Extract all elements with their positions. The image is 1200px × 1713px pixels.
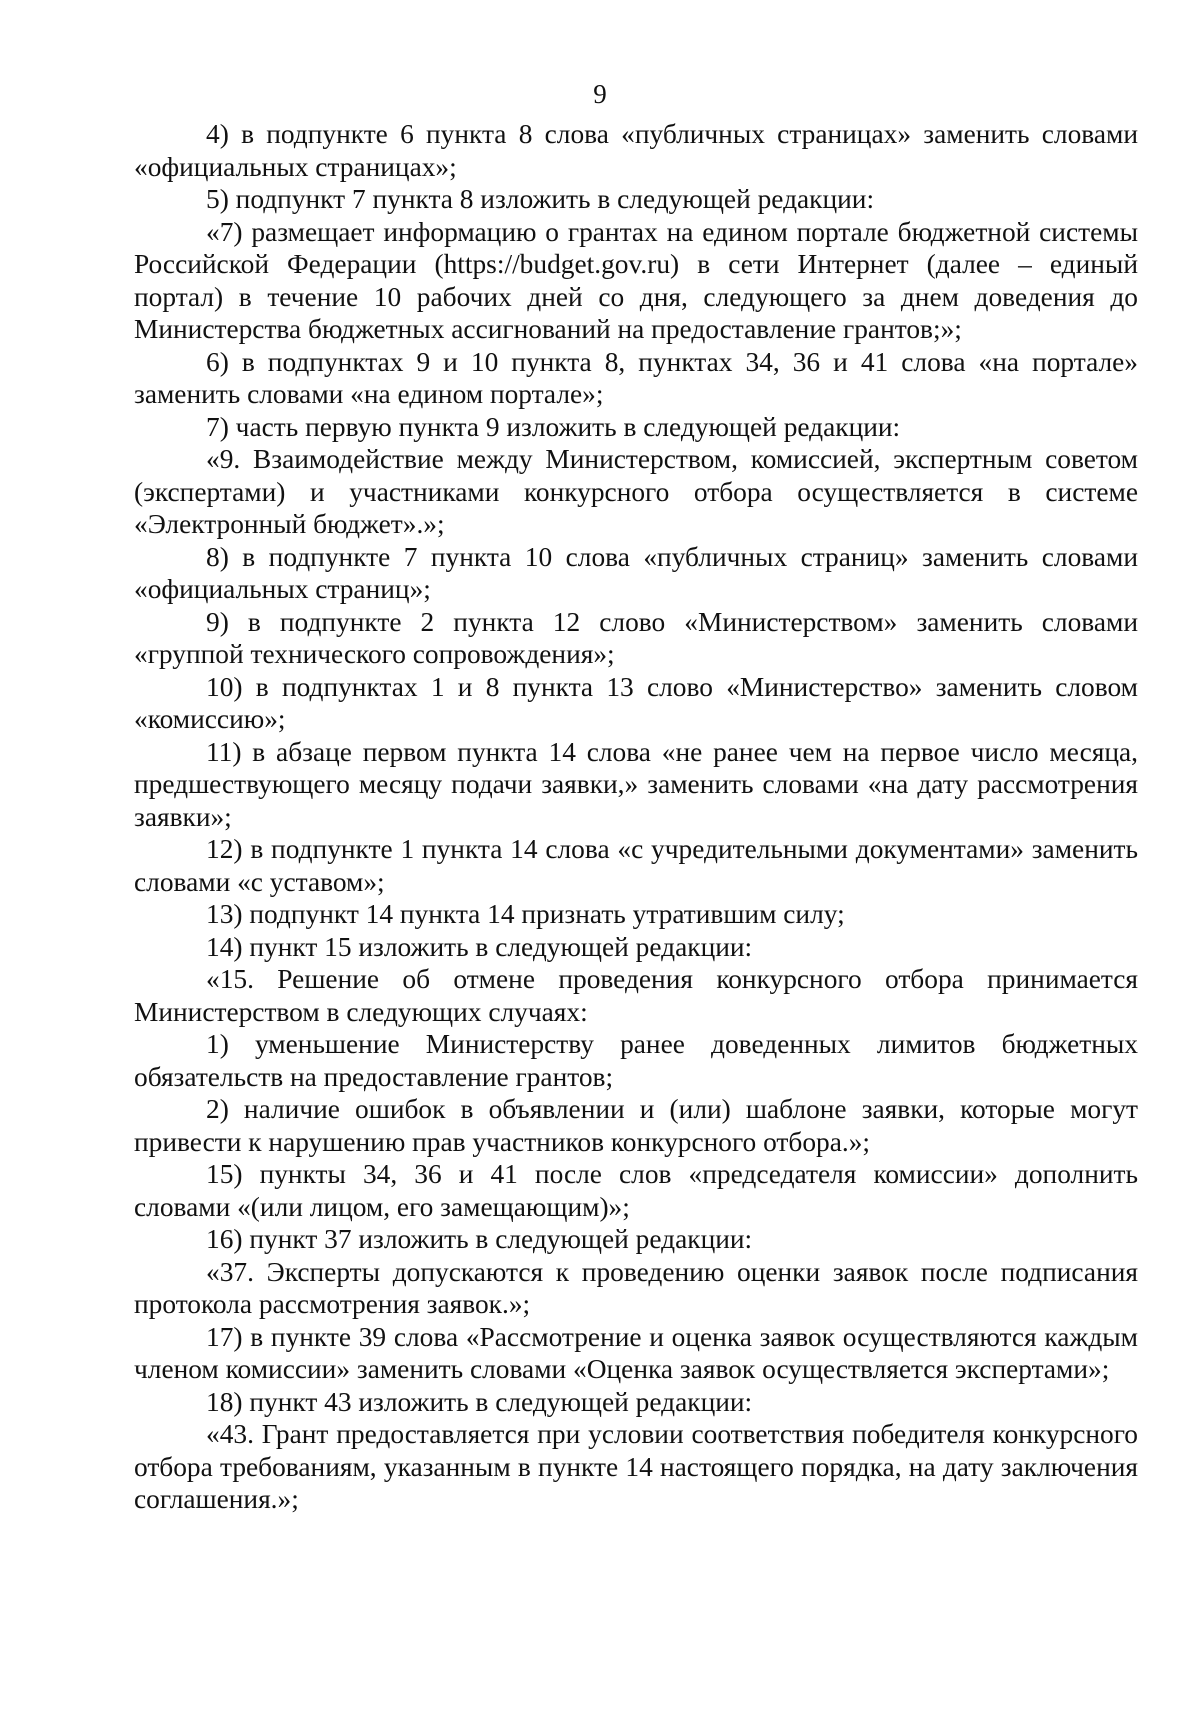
paragraph: 10) в подпунктах 1 и 8 пункта 13 слово «Министерство» заменить словом «комиссию»;	[134, 671, 1138, 734]
paragraph: 11) в абзаце первом пункта 14 слова «не ранее чем на первое число месяца, предшествующего месяцу подачи заявки,» заменить словами «на дату рассмотрения заявки»;	[134, 736, 1138, 832]
paragraph: 13) подпункт 14 пункта 14 признать утратившим силу;	[206, 899, 845, 929]
paragraph: «37. Эксперты допускаются к проведению оценки заявок после подписания протокола рассмотрения заявок.»;	[134, 1256, 1138, 1319]
paragraph: 12) в подпункте 1 пункта 14 слова «с учредительными документами» заменить словами «с уставом»;	[134, 834, 1138, 897]
paragraph: 14) пункт 15 изложить в следующей редакции:	[206, 931, 753, 962]
paragraph: 8) в подпункте 7 пункта 10 слова «публичных страниц» заменить словами «официальных страниц»;	[134, 541, 1138, 604]
paragraph: 15) пункты 34, 36 и 41 после слов «председателя комиссии» дополнить словами «(или лицом, его замещающим)»;	[134, 1159, 1138, 1222]
paragraph: 7) часть первую пункта 9 изложить в следующей редакции:	[206, 411, 901, 442]
paragraph: «15. Решение об отмене проведения конкурсного отбора принимается Министерством в следующих случаях:	[134, 964, 1138, 1027]
paragraph: «9. Взаимодействие между Министерством, комиссией, экспертным советом (экспертами) и участниками конкурсного отбора осуществляется в системе «Электронный бюджет».»;	[134, 444, 1138, 539]
paragraph: 9) в подпункте 2 пункта 12 слово «Министерством» заменить словами «группой технического сопровождения»;	[134, 606, 1138, 669]
paragraph: 17) в пункте 39 слова «Рассмотрение и оценка заявок осуществляются каждым членом комиссии» заменить словами «Оценка заявок осуществляется экспертами»;	[134, 1321, 1138, 1384]
paragraph: 5) подпункт 7 пункта 8 изложить в следующей редакции:	[206, 184, 875, 214]
paragraph: 16) пункт 37 изложить в следующей редакции:	[206, 1224, 753, 1254]
paragraph: 6) в подпунктах 9 и 10 пункта 8, пунктах 34, 36 и 41 слова «на портале» заменить словами «на едином портале»;	[134, 346, 1138, 409]
page-number: 9	[593, 79, 607, 109]
document-body	[134, 118, 1138, 1516]
paragraph: 4) в подпункте 6 пункта 8 слова «публичных страницах» заменить словами «официальных страницах»;	[134, 119, 1138, 182]
paragraph: 2) наличие ошибок в объявлении и (или) шаблоне заявки, которые могут привести к нарушению прав участников конкурсного отбора.»;	[134, 1094, 1138, 1157]
paragraph: «7) размещает информацию о грантах на едином портале бюджетной системы Российской Федерации (https://budget.gov.ru) в сети Интернет (далее – единый портал) в течение 10 рабочих дней со дня, следующего за днем доведения до Министерства бюджетных ассигнований на предоставление грантов;»;	[134, 216, 1138, 344]
paragraph: 18) пункт 43 изложить в следующей редакции:	[206, 1386, 753, 1417]
paragraph: 1) уменьшение Министерству ранее доведенных лимитов бюджетных обязательств на предоставление грантов;	[134, 1029, 1138, 1092]
paragraph: «43. Грант предоставляется при условии соответствия победителя конкурсного отбора требованиям, указанным в пункте 14 настоящего порядка, на дату заключения соглашения.»;	[134, 1419, 1138, 1514]
